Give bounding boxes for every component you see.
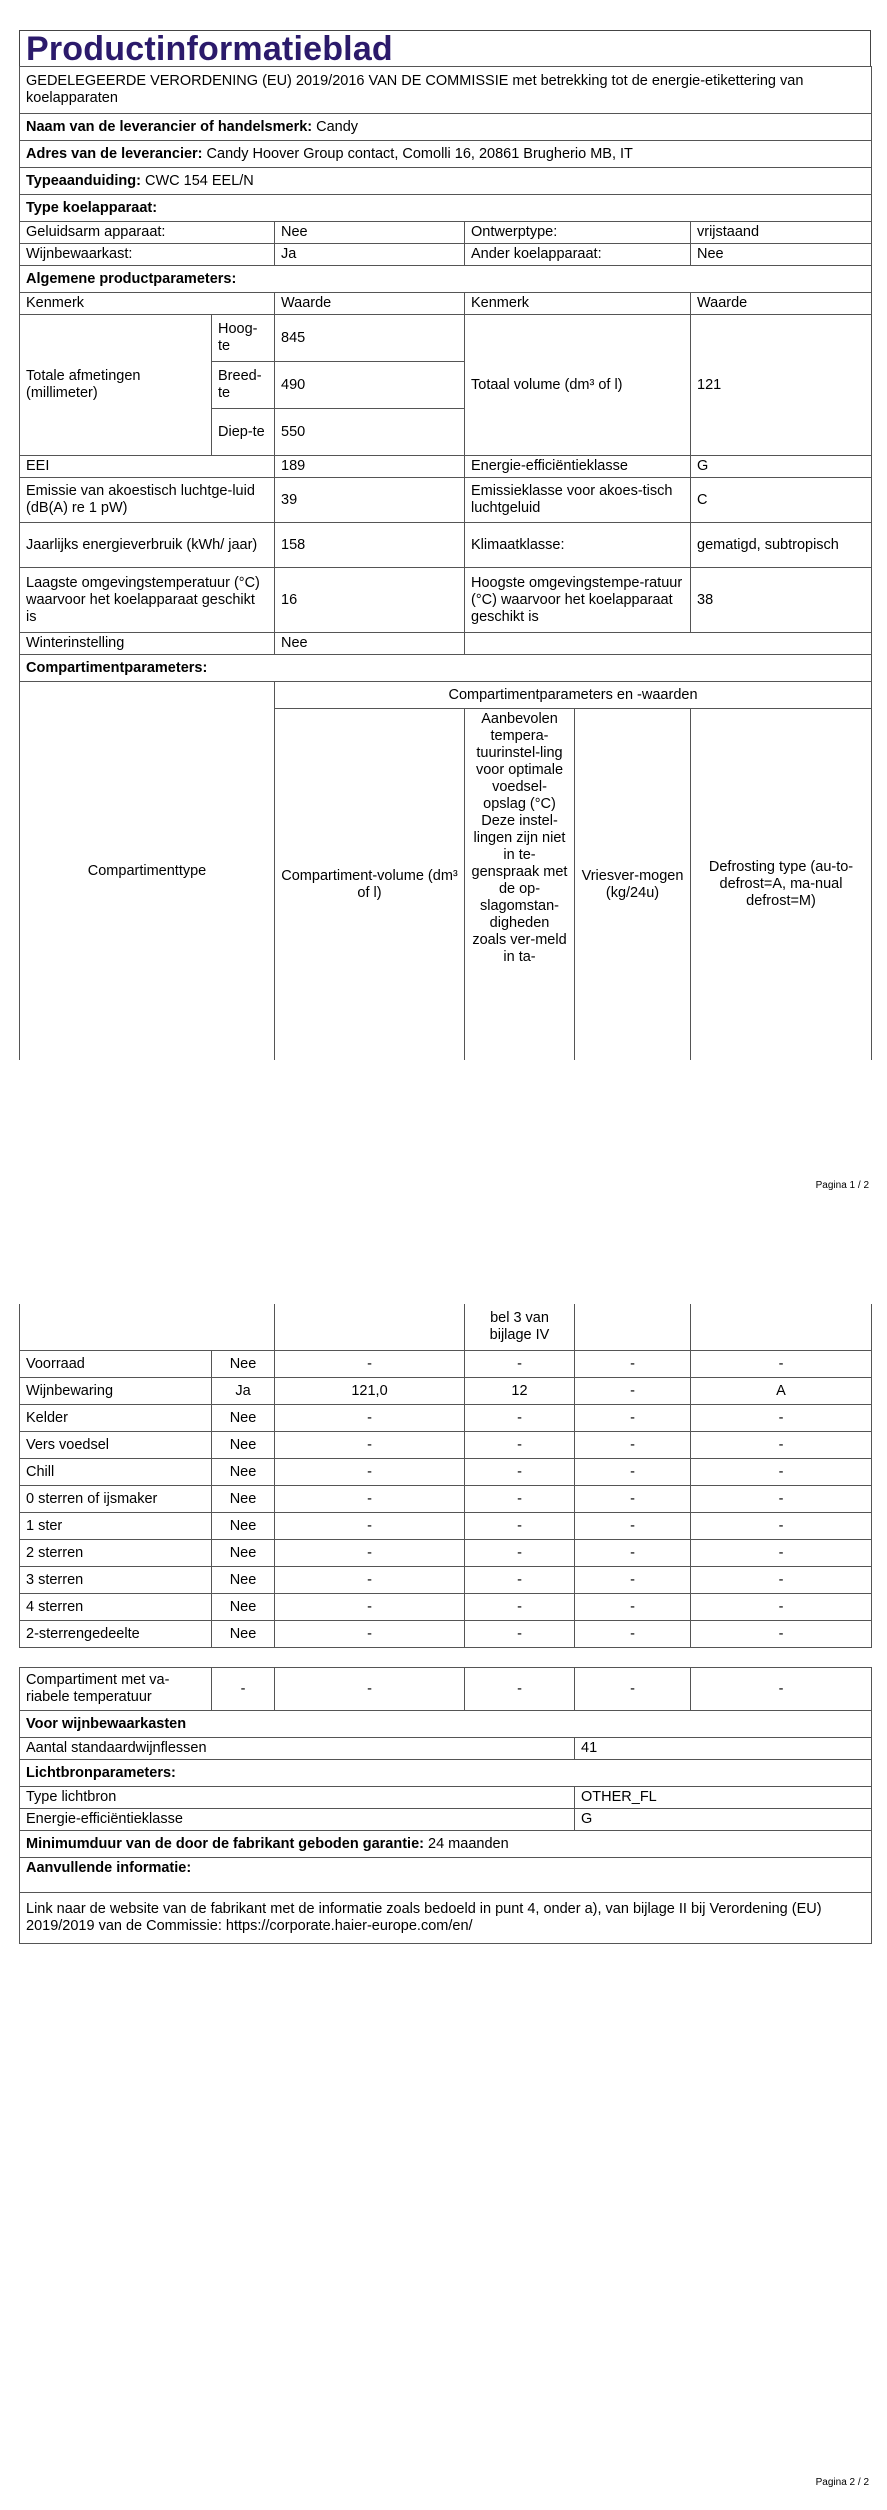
- compartment-defrost: -: [691, 1540, 872, 1567]
- compartment-defrost: -: [691, 1567, 872, 1594]
- wine-bottles-value: 41: [575, 1738, 872, 1760]
- trailing-info-table: [19, 1667, 872, 1944]
- general-header-row: [20, 293, 872, 315]
- wine-heading: Voor wijnbewaarkasten: [20, 1711, 872, 1738]
- compartment-temp: -: [465, 1567, 575, 1594]
- compartment-volume: -: [275, 1432, 465, 1459]
- compartment-temp: 12: [465, 1378, 575, 1405]
- model-label: Typeaanduiding:: [26, 172, 141, 189]
- compartment-present: -: [212, 1668, 275, 1711]
- compartment-defrost: -: [691, 1486, 872, 1513]
- compartment-row: [20, 1351, 872, 1378]
- model-row: [20, 168, 872, 195]
- compartment-freeze: -: [575, 1486, 691, 1513]
- col-waarde: Waarde: [691, 293, 872, 315]
- additional-heading: Aanvullende informatie:: [20, 1858, 872, 1893]
- compartment-temp: -: [465, 1432, 575, 1459]
- param-row: [20, 568, 872, 633]
- address-row: [20, 141, 872, 168]
- general-heading-row: [20, 266, 872, 293]
- compartment-temp: -: [465, 1405, 575, 1432]
- compartment-defrost: -: [691, 1668, 872, 1711]
- compartment-name: Kelder: [20, 1405, 212, 1432]
- compartment-temp: -: [465, 1594, 575, 1621]
- additional-text: Link naar de website van de fabrikant met de informatie zoals bedoeld in punt 4, onder a), van bijlage II bij Verordening (EU) 2019/2019 van de Commissie:: [26, 1901, 822, 1934]
- compartment-defrost: -: [691, 1432, 872, 1459]
- volume-label: Totaal volume (dm³ of l): [465, 315, 691, 456]
- param-key: Emissieklasse voor akoes-tisch luchtgeluid: [465, 478, 691, 523]
- compartment-temp: -: [465, 1668, 575, 1711]
- col-recommended-temp: Aanbevolen tempera-tuurinstel-ling voor optimale voedsel-opslag (°C) Deze instel-lingen zijn niet in te-genspraak met de op-slagomstan-digheden zoals ver-meld in ta-: [465, 709, 575, 1061]
- dimension-label: Diep-te: [212, 409, 275, 456]
- param-row: [20, 523, 872, 568]
- compartment-freeze: -: [575, 1668, 691, 1711]
- type-row: [20, 244, 872, 266]
- compartment-present: Nee: [212, 1351, 275, 1378]
- wine-heading-row: [20, 1711, 872, 1738]
- compartment-present: Nee: [212, 1540, 275, 1567]
- warranty-label: Minimumduur van de door de fabrikant geboden garantie:: [26, 1835, 424, 1852]
- dimension-label: Hoog-te: [212, 315, 275, 362]
- compartment-volume: -: [275, 1513, 465, 1540]
- compartment-present: Nee: [212, 1513, 275, 1540]
- param-value: G: [691, 456, 872, 478]
- compartment-present: Nee: [212, 1594, 275, 1621]
- compartment-defrost: -: [691, 1621, 872, 1648]
- type-key: Ontwerptype:: [465, 222, 691, 244]
- param-value: 39: [275, 478, 465, 523]
- light-type-label: Type lichtbron: [20, 1787, 575, 1809]
- compartment-volume: -: [275, 1668, 465, 1711]
- type-value: Nee: [691, 244, 872, 266]
- compartment-present: Nee: [212, 1486, 275, 1513]
- wine-bottles-label: Aantal standaardwijnflessen: [20, 1738, 575, 1760]
- compartment-name: 2-sterrengedeelte: [20, 1621, 212, 1648]
- compartment-freeze: -: [575, 1621, 691, 1648]
- compartment-name: Voorraad: [20, 1351, 212, 1378]
- col-kenmerk: Kenmerk: [20, 293, 275, 315]
- compartment-temp: -: [465, 1459, 575, 1486]
- param-key: Jaarlijks energieverbruik (kWh/ jaar): [20, 523, 275, 568]
- compartment-temp: -: [465, 1351, 575, 1378]
- compartment-volume: -: [275, 1486, 465, 1513]
- dimension-value: 550: [275, 409, 465, 456]
- type-value: vrijstaand: [691, 222, 872, 244]
- compartment-row: [20, 1486, 872, 1513]
- light-class-label: Energie-efficiëntieklasse: [20, 1809, 575, 1831]
- compartment-freeze: -: [575, 1405, 691, 1432]
- dimension-value: 490: [275, 362, 465, 409]
- type-key: Ander koelapparaat:: [465, 244, 691, 266]
- dimensions-label: Totale afmetingen (millimeter): [20, 315, 212, 456]
- dimension-label: Breed-te: [212, 362, 275, 409]
- compartment-volume: -: [275, 1567, 465, 1594]
- compartment-name: Wijnbewaring: [20, 1378, 212, 1405]
- compartment-name: 2 sterren: [20, 1540, 212, 1567]
- compartment-freeze: -: [575, 1351, 691, 1378]
- compartment-present: Nee: [212, 1432, 275, 1459]
- winter-row: [20, 633, 872, 655]
- compartment-table: [19, 1304, 872, 1351]
- regulation-row: [20, 67, 872, 114]
- compartment-header-continuation: [20, 1304, 872, 1351]
- compartment-volume: 121,0: [275, 1378, 465, 1405]
- compartment-freeze: -: [575, 1540, 691, 1567]
- compartment-row: [20, 1459, 872, 1486]
- compartment-present: Ja: [212, 1378, 275, 1405]
- compartment-rows-table: [19, 1350, 872, 1648]
- product-info-table: [19, 66, 872, 1060]
- compartment-row: [20, 1513, 872, 1540]
- compartment-defrost: -: [691, 1513, 872, 1540]
- document-title: Productinformatieblad: [19, 30, 871, 67]
- compartment-name: Chill: [20, 1459, 212, 1486]
- additional-text-row: [20, 1893, 872, 1944]
- compartment-freeze: -: [575, 1459, 691, 1486]
- compartment-volume: -: [275, 1459, 465, 1486]
- compartment-row: [20, 1567, 872, 1594]
- dimension-row: [20, 315, 872, 362]
- compartment-row: [20, 1540, 872, 1567]
- warranty-row: [20, 1831, 872, 1858]
- compartment-heading: Compartimentparameters:: [20, 655, 872, 682]
- param-key: Laagste omgevingstemperatuur (°C) waarvoor het koelapparaat geschikt is: [20, 568, 275, 633]
- compartment-freeze: -: [575, 1432, 691, 1459]
- compartment-row: [20, 1378, 872, 1405]
- general-heading: Algemene productparameters:: [20, 266, 872, 293]
- compartment-row: [20, 1621, 872, 1648]
- param-row: [20, 456, 872, 478]
- param-value: 38: [691, 568, 872, 633]
- page-number: Pagina 2 / 2: [815, 2477, 869, 2488]
- page-2: [0, 1255, 887, 2510]
- compartment-freeze: -: [575, 1567, 691, 1594]
- compartment-volume: -: [275, 1621, 465, 1648]
- recommended-temp-cont: bel 3 van bijlage IV: [465, 1304, 575, 1351]
- compartment-defrost: -: [691, 1351, 872, 1378]
- model-value: CWC 154 EEL/N: [144, 172, 254, 189]
- compartment-temp: -: [465, 1621, 575, 1648]
- param-row: [20, 478, 872, 523]
- wine-bottles-row: [20, 1738, 872, 1760]
- type-key: Geluidsarm apparaat:: [20, 222, 275, 244]
- manufacturer-link[interactable]: https://corporate.haier-europe.com/en/: [225, 1918, 473, 1934]
- col-compartment-volume: Compartiment-volume (dm³ of l): [275, 709, 465, 1061]
- warranty-value: 24 maanden: [428, 1835, 509, 1852]
- compartment-freeze: -: [575, 1594, 691, 1621]
- compartment-heading-row: [20, 655, 872, 682]
- compartment-freeze: -: [575, 1513, 691, 1540]
- compartment-volume: -: [275, 1351, 465, 1378]
- light-class-value: G: [575, 1809, 872, 1831]
- type-heading-row: [20, 195, 872, 222]
- address-value: Candy Hoover Group contact, Comolli 16, 20861 Brugherio MB, IT: [206, 145, 633, 162]
- param-value: 16: [275, 568, 465, 633]
- page-number: Pagina 1 / 2: [815, 1180, 869, 1191]
- compartment-temp: -: [465, 1513, 575, 1540]
- light-heading-row: [20, 1760, 872, 1787]
- winter-label: Winterinstelling: [20, 633, 275, 655]
- supplier-row: [20, 114, 872, 141]
- compartment-present: Nee: [212, 1459, 275, 1486]
- param-value: 189: [275, 456, 465, 478]
- volume-value: 121: [691, 315, 872, 456]
- param-key: Klimaatklasse:: [465, 523, 691, 568]
- compartment-volume: -: [275, 1405, 465, 1432]
- light-type-row: [20, 1787, 872, 1809]
- compartment-row: [20, 1594, 872, 1621]
- type-row: [20, 222, 872, 244]
- compartment-name: 1 ster: [20, 1513, 212, 1540]
- regulation-text: GEDELEGEERDE VERORDENING (EU) 2019/2016 VAN DE COMMISSIE met betrekking tot de energie-etikettering van koelapparaten: [20, 67, 872, 114]
- compartment-name: 0 sterren of ijsmaker: [20, 1486, 212, 1513]
- compartment-group-header: Compartimentparameters en -waarden: [275, 682, 872, 709]
- address-label: Adres van de leverancier:: [26, 145, 203, 162]
- compartment-present: Nee: [212, 1621, 275, 1648]
- param-key: Emissie van akoestisch luchtge-luid (dB(A) re 1 pW): [20, 478, 275, 523]
- compartment-present: Nee: [212, 1405, 275, 1432]
- col-waarde: Waarde: [275, 293, 465, 315]
- compartment-name: Vers voedsel: [20, 1432, 212, 1459]
- col-compartment-type: Compartimenttype: [20, 682, 275, 1061]
- compartment-temp: -: [465, 1486, 575, 1513]
- compartment-defrost: -: [691, 1459, 872, 1486]
- type-value: Ja: [275, 244, 465, 266]
- param-value: 158: [275, 523, 465, 568]
- supplier-label: Naam van de leverancier of handelsmerk:: [26, 118, 313, 135]
- light-type-value: OTHER_FL: [575, 1787, 872, 1809]
- supplier-value: Candy: [316, 118, 359, 135]
- compartment-defrost: -: [691, 1405, 872, 1432]
- compartment-volume: -: [275, 1594, 465, 1621]
- compartment-row: [20, 1405, 872, 1432]
- type-heading: Type koelapparaat:: [20, 195, 872, 222]
- compartment-name: 3 sterren: [20, 1567, 212, 1594]
- col-freeze: Vriesver-mogen (kg/24u): [575, 709, 691, 1061]
- compartment-defrost: -: [691, 1594, 872, 1621]
- variable-compartment-row: [20, 1668, 872, 1711]
- param-key: Hoogste omgevingstempe-ratuur (°C) waarvoor het koelapparaat geschikt is: [465, 568, 691, 633]
- compartment-present: Nee: [212, 1567, 275, 1594]
- compartment-freeze: -: [575, 1378, 691, 1405]
- compartment-row: [20, 1432, 872, 1459]
- winter-value: Nee: [275, 633, 465, 655]
- light-heading: Lichtbronparameters:: [20, 1760, 872, 1787]
- type-key: Wijnbewaarkast:: [20, 244, 275, 266]
- compartment-name: Compartiment met va-riabele temperatuur: [20, 1668, 212, 1711]
- light-class-row: [20, 1809, 872, 1831]
- col-kenmerk: Kenmerk: [465, 293, 691, 315]
- compartment-group-row: [20, 682, 872, 709]
- compartment-volume: -: [275, 1540, 465, 1567]
- compartment-defrost: A: [691, 1378, 872, 1405]
- type-value: Nee: [275, 222, 465, 244]
- param-value: gematigd, subtropisch: [691, 523, 872, 568]
- param-key: Energie-efficiëntieklasse: [465, 456, 691, 478]
- col-defrost: Defrosting type (au-to-defrost=A, ma-nual defrost=M): [691, 709, 872, 1061]
- compartment-temp: -: [465, 1540, 575, 1567]
- additional-heading-row: [20, 1858, 872, 1893]
- dimension-value: 845: [275, 315, 465, 362]
- param-key: EEI: [20, 456, 275, 478]
- param-value: C: [691, 478, 872, 523]
- compartment-name: 4 sterren: [20, 1594, 212, 1621]
